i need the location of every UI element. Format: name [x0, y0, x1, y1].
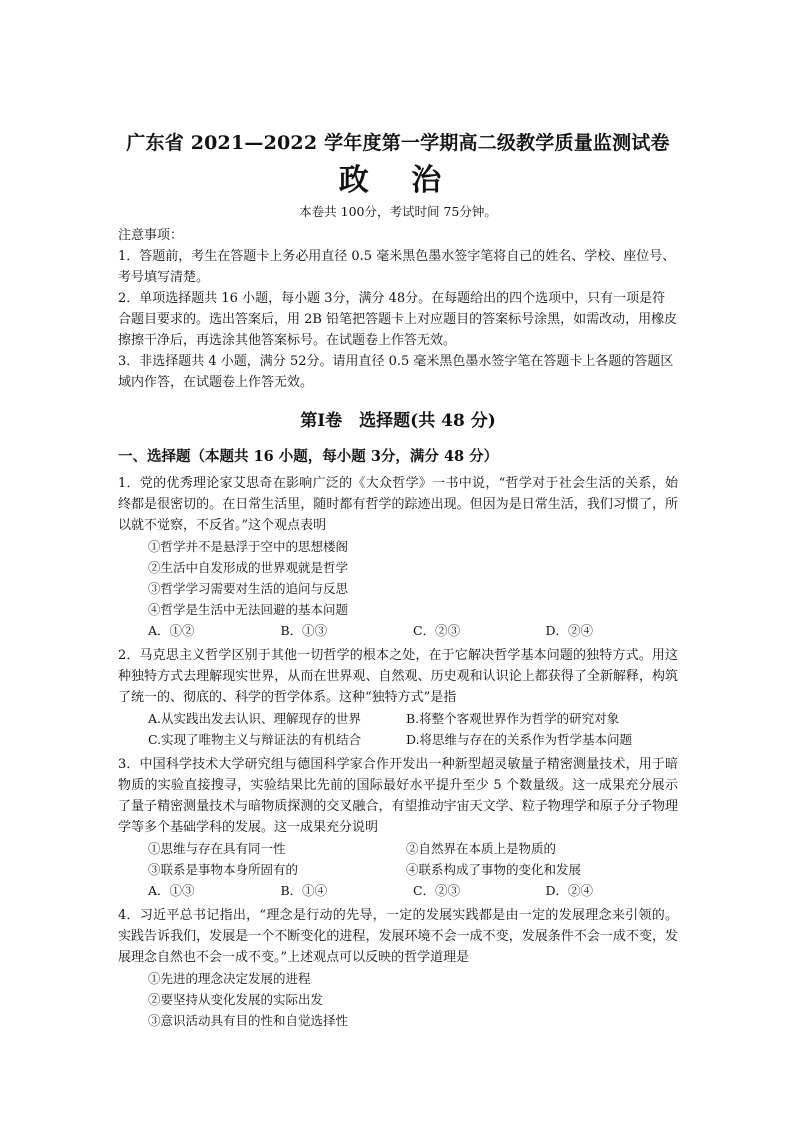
statement-option: ③哲学学习需要对生活的追问与反思: [148, 581, 349, 596]
statement-option: ②生活中自发形成的世界观就是哲学: [148, 560, 349, 575]
choice-d: D.将思维与存在的关系作为哲学基本问题: [406, 732, 633, 747]
choice-c: C．②③: [413, 623, 461, 638]
choice-a: A．①③: [148, 883, 195, 898]
choice-b: B.将整个客观世界作为哲学的研究对象: [406, 711, 620, 726]
exam-title: 广东省 2021—2022 学年度第一学期高二级教学质量监测试卷: [126, 132, 670, 154]
question-stem: 1．党的优秀理论家艾思奇在影响广泛的《大众哲学》一书中说，“哲学对于社会生活的关系，始终都是很密切的。在日常生活里，随时都有哲学的踪迹出现。但因为是日常生活，我们习惯了，所以就不觉察，不反省。”这个观点表明: [118, 476, 678, 533]
statement-option: ①哲学并不是悬浮于空中的思想楼阁: [148, 539, 349, 554]
choice-b: B．①③: [280, 623, 328, 638]
notice-heading: 注意事项：: [118, 228, 184, 243]
question-3: [118, 754, 678, 901]
question-stem: 2．马克思主义哲学区别于其他一切哲学的根本之处，在于它解决哲学基本问题的独特方式。用这种独特方式去理解现实世界，从而在世界观、自然观、历史观和认识论上都获得了全新解释，构筑了统一的、彻底的、科学的哲学体系。这种“独特方式”是指: [118, 648, 678, 705]
option-row: [148, 838, 678, 859]
question-1: [118, 473, 678, 641]
answer-choices: [148, 620, 678, 641]
answer-choices: [148, 880, 678, 901]
choice-d: D．②④: [545, 883, 594, 898]
notice-block: [118, 225, 678, 393]
exam-info: 本卷共 100分，考试时间 75分钟。: [299, 204, 497, 219]
statement-option: ③意识活动具有目的性和自觉选择性: [148, 1013, 349, 1028]
statement-option: ①思维与存在具有同一性: [148, 841, 286, 856]
question-stem: 3．中国科学技术大学研究组与德国科学家合作开发出一种新型超灵敏量子精密测量技术，用于暗物质的实验直接搜寻，实验结果比先前的国际最好水平提升至少 5 个数量级。这一成果充分展示了量子精密测量技术与暗物质探测的交叉融合，有望推动宇宙天文学、粒子物理学和原子分子物理学等多个基础学科的发展。这一成果充分说明: [118, 757, 678, 835]
option-row: [148, 859, 678, 880]
choice-c: C.实现了唯物主义与辩证法的有机结合: [148, 732, 362, 747]
subject-title: 政 治: [338, 163, 458, 198]
statement-option: ④联系构成了事物的变化和发展: [406, 862, 582, 877]
exam-page: [118, 120, 678, 1031]
choice-a: A．①②: [148, 623, 195, 638]
question-stem: 4．习近平总书记指出，“理念是行动的先导，一定的发展实践都是由一定的发展理念来引领的。实践告诉我们，发展是一个不断变化的进程，发展环境不会一成不变，发展条件不会一成不变，发展理念自然也不会一成不变。”上述观点可以反映的哲学道理是: [118, 908, 678, 965]
question-2: [118, 645, 678, 750]
option-row: [148, 708, 678, 729]
option-row: [148, 729, 678, 750]
choice-a: A.从实践出发去认识、理解现存的世界: [148, 711, 362, 726]
section-title: 第Ⅰ卷 选择题(共 48 分): [300, 411, 496, 431]
statement-option: ③联系是事物本身所固有的: [148, 862, 299, 877]
question-4: [118, 905, 678, 1031]
choice-d: D．②④: [545, 623, 594, 638]
part-title: 一、选择题（本题共 16 小题，每小题 3分，满分 48 分）: [118, 448, 499, 465]
statement-option: ②要坚持从变化发展的实际出发: [148, 992, 324, 1007]
statement-option: ②自然界在本质上是物质的: [406, 841, 557, 856]
choice-b: B．①④: [280, 883, 328, 898]
choice-c: C．②③: [413, 883, 461, 898]
notice-item: 1．答题前，考生在答题卡上务必用直径 0.5 毫米黑色墨水签字笔将自己的姓名、学校、座位号、考号填写清楚。: [118, 249, 676, 285]
statement-option: ①先进的理念决定发展的进程: [148, 971, 311, 986]
notice-item: 3．非选择题共 4 小题，满分 52分。请用直径 0.5 毫米黑色墨水签字笔在答题卡上各题的答题区域内作答，在试题卷上作答无效。: [118, 354, 674, 390]
statement-option: ④哲学是生活中无法回避的基本问题: [148, 602, 349, 617]
notice-item: 2．单项选择题共 16 小题，每小题 3分，满分 48分。在每题给出的四个选项中，只有一项是符合题目要求的。选出答案后，用 2B 铅笔把答题卡上对应题目的答案标号涂黑，如需改动，用橡皮擦擦干净后，再选涂其他答案标号。在试题卷上作答无效。: [118, 291, 678, 348]
